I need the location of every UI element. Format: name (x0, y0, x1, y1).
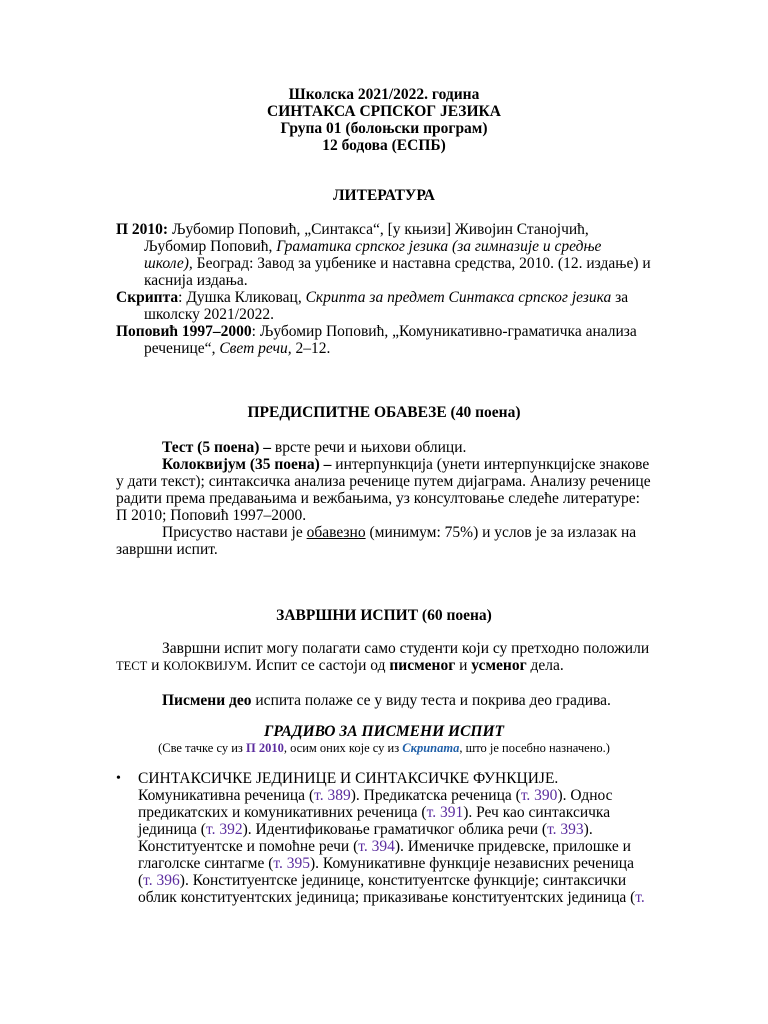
pre-exam-section (116, 439, 652, 558)
reference-link[interactable]: т. 389 (314, 787, 351, 804)
attendance-mandatory: обавезно (306, 524, 366, 541)
reference-link[interactable]: т. 396 (143, 872, 180, 889)
reference-link[interactable]: т. 394 (358, 838, 395, 855)
literature-heading: ЛИТЕРАТУРА (333, 187, 435, 204)
entry-key: Поповић 1997–2000 (116, 323, 252, 340)
final-exam-text: дела. (526, 657, 564, 674)
note-text: , осим оних које су из (283, 741, 403, 755)
colloquium-caps: КОЛОКВИЈУМ (163, 659, 248, 673)
written-part-label: Писмени део (162, 692, 252, 709)
literature-entry (116, 323, 652, 357)
oral-part-bold: усменог (471, 657, 527, 674)
bullet-icon: • (116, 771, 121, 786)
bullet-segment: ). Однос предикатских и комуникативних реченица ( (138, 787, 613, 821)
note-text: (Све тачке су из (158, 741, 246, 755)
reference-link[interactable]: т. 391 (426, 804, 464, 821)
test-caps: ТЕСТ (116, 659, 148, 673)
entry-text: Љубомир Поповић, „Синтакса“, [у књизи] Живојин Станојчић, Љубомир Поповић, (144, 221, 589, 255)
entry-italic: Скрипта за предмет Синтакса српског језика (305, 289, 612, 306)
final-exam-heading: ЗАВРШНИ ИСПИТ (60 поена) (276, 607, 492, 624)
entry-italic: Граматика српског језика (за гимназије и средње школе), (144, 238, 602, 272)
bullet-text (138, 770, 652, 906)
bullet-segment: ). Идентификовање граматичког облика речи ( (242, 821, 548, 838)
group-info: Група 01 (болоњски програм) (280, 120, 488, 137)
attendance-text: (минимум: 75%) и услов је за излазак на завршни испит. (116, 524, 637, 558)
pre-exam-heading: ПРЕДИСПИТНЕ ОБАВЕЗЕ (40 поена) (247, 404, 521, 421)
course-title: СИНТАКСА СРПСКОГ ЈЕЗИКА (267, 103, 501, 120)
bullet-segment: ). Предикатска реченица ( (350, 787, 521, 804)
test-label: Тест (5 поена) – (162, 439, 271, 456)
attendance-paragraph (116, 524, 652, 558)
written-part-bold: писменог (389, 657, 456, 674)
bullet-segment: Комуникативна реченица ( (138, 787, 315, 804)
bullet-heading: СИНТАКСИЧКЕ ЈЕДИНИЦЕ И СИНТАКСИЧКЕ ФУНКЦИЈЕ. (138, 770, 559, 787)
written-part-paragraph (116, 692, 652, 709)
bullet-segment: ). Конституентске јединице, конституентске функције; синтаксички облик конституентских јединица; приказивање конституентских јединица ( (138, 872, 636, 906)
final-exam-text: и (147, 657, 164, 674)
reference-link[interactable]: т. 395 (273, 855, 311, 872)
attendance-text: Присуство настави је (162, 524, 307, 541)
colloquium-label: Колоквијум (35 поена) – (162, 456, 332, 473)
document-header (0, 86, 768, 154)
literature-list (116, 221, 652, 357)
written-part-text: испита полаже се у виду теста и покрива део градива. (251, 692, 611, 709)
written-material-note (0, 740, 768, 757)
final-exam-paragraph (116, 640, 652, 675)
entry-text: Београд: Завод за уџбенике и наставна средства, 2010. (12. издање) и каснија издања. (144, 255, 651, 289)
reference-link[interactable]: т. 393 (547, 821, 584, 838)
reference-link[interactable]: т. (635, 889, 645, 906)
entry-key: Скрипта (116, 289, 179, 306)
final-exam-text: Завршни испит могу полагати само студенти који су претходно положили (162, 640, 650, 657)
colloquium-text: интерпункција (унети интерпункцијске знакове у дати текст); синтаксичка анализа реченице путем дијаграма. Анализу реченице радити према предавањима и вежбањима, уз консултовање следеће литературе: П 2010; Поповић 1997–2000. (116, 456, 651, 524)
bullet-segment: ). Реч као синтаксичка јединица ( (138, 804, 611, 838)
entry-text: : Душка Кликовац, (178, 289, 306, 306)
final-exam-text: . Испит се састоји од (247, 657, 390, 674)
literature-entry (116, 289, 652, 323)
entry-text: 2–12. (291, 340, 331, 357)
bullet-segment: ). Конституентске и помоћне речи ( (138, 821, 593, 855)
bullet-segment: ). Комуникативне функције независних реченица ( (138, 855, 634, 889)
school-year: Школска 2021/2022. година (288, 86, 480, 103)
reference-link[interactable]: т. 392 (205, 821, 243, 838)
literature-entry (116, 221, 652, 289)
p2010-reference: П 2010 (245, 741, 284, 755)
written-material-heading: ГРАДИВО ЗА ПИСМЕНИ ИСПИТ (264, 723, 504, 740)
note-text: , што је посебно назначено.) (459, 741, 610, 755)
credits-info: 12 бодова (ЕСПБ) (322, 137, 446, 154)
script-reference: Скрипата (402, 741, 460, 755)
test-paragraph (116, 439, 652, 456)
bullet-segment: ). Именичке придевске, прилошке и глаголске синтагме ( (138, 838, 631, 872)
test-text: врсте речи и њихови облици. (271, 439, 467, 456)
entry-italic: Свет речи, (219, 340, 292, 357)
entry-text: за школску 2021/2022. (144, 289, 629, 323)
final-exam-section (116, 640, 652, 709)
entry-key: П 2010: (116, 221, 169, 238)
entry-text: : Љубомир Поповић, „Комуникативно-граматичка анализа реченице“, (144, 323, 637, 357)
colloquium-paragraph (116, 456, 652, 524)
final-exam-text: и (455, 657, 472, 674)
reference-link[interactable]: т. 390 (520, 787, 558, 804)
